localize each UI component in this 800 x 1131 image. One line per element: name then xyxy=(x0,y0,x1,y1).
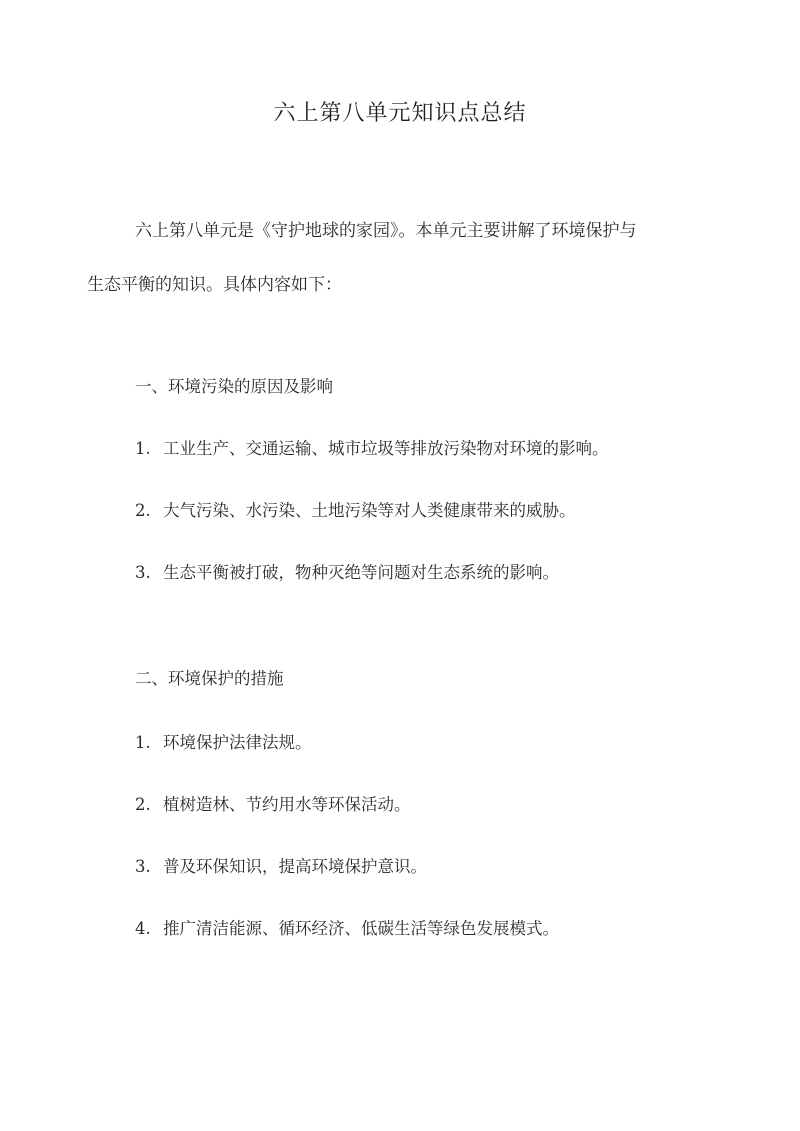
list-item-number: 2. xyxy=(135,795,151,814)
intro-paragraph-line-2: 生态平衡的知识。具体内容如下： xyxy=(87,275,342,295)
list-item-number: 3. xyxy=(135,563,151,582)
list-item-number: 1. xyxy=(135,733,151,752)
list-item-number: 2. xyxy=(135,501,151,520)
list-item-number: 1. xyxy=(135,439,151,458)
section-1-heading: 一、环境污染的原因及影响 xyxy=(135,377,333,396)
list-item-number: 3. xyxy=(135,857,151,876)
list-item xyxy=(135,499,735,523)
list-item-text: 普及环保知识，提高环境保护意识。 xyxy=(163,857,427,876)
section-2-heading: 二、环境保护的措施 xyxy=(135,669,284,688)
intro-paragraph-line-1: 六上第八单元是《守护地球的家园》。本单元主要讲解了环境保护与 xyxy=(135,221,637,241)
list-item xyxy=(135,437,735,461)
list-item xyxy=(135,855,735,879)
list-item xyxy=(135,731,735,755)
list-item xyxy=(135,561,735,585)
list-item-number: 4. xyxy=(135,919,151,938)
list-item xyxy=(135,793,735,817)
list-item xyxy=(135,917,735,941)
list-item-text: 推广清洁能源、循环经济、低碳生活等绿色发展模式。 xyxy=(163,919,559,938)
list-item-text: 工业生产、交通运输、城市垃圾等排放污染物对环境的影响。 xyxy=(163,439,609,458)
list-item-text: 环境保护法律法规。 xyxy=(163,733,312,752)
list-item-text: 生态平衡被打破，物种灭绝等问题对生态系统的影响。 xyxy=(163,563,559,582)
document-title: 六上第八单元知识点总结 xyxy=(273,101,527,126)
list-item-text: 植树造林、节约用水等环保活动。 xyxy=(163,795,411,814)
list-item-text: 大气污染、水污染、土地污染等对人类健康带来的威胁。 xyxy=(163,501,576,520)
